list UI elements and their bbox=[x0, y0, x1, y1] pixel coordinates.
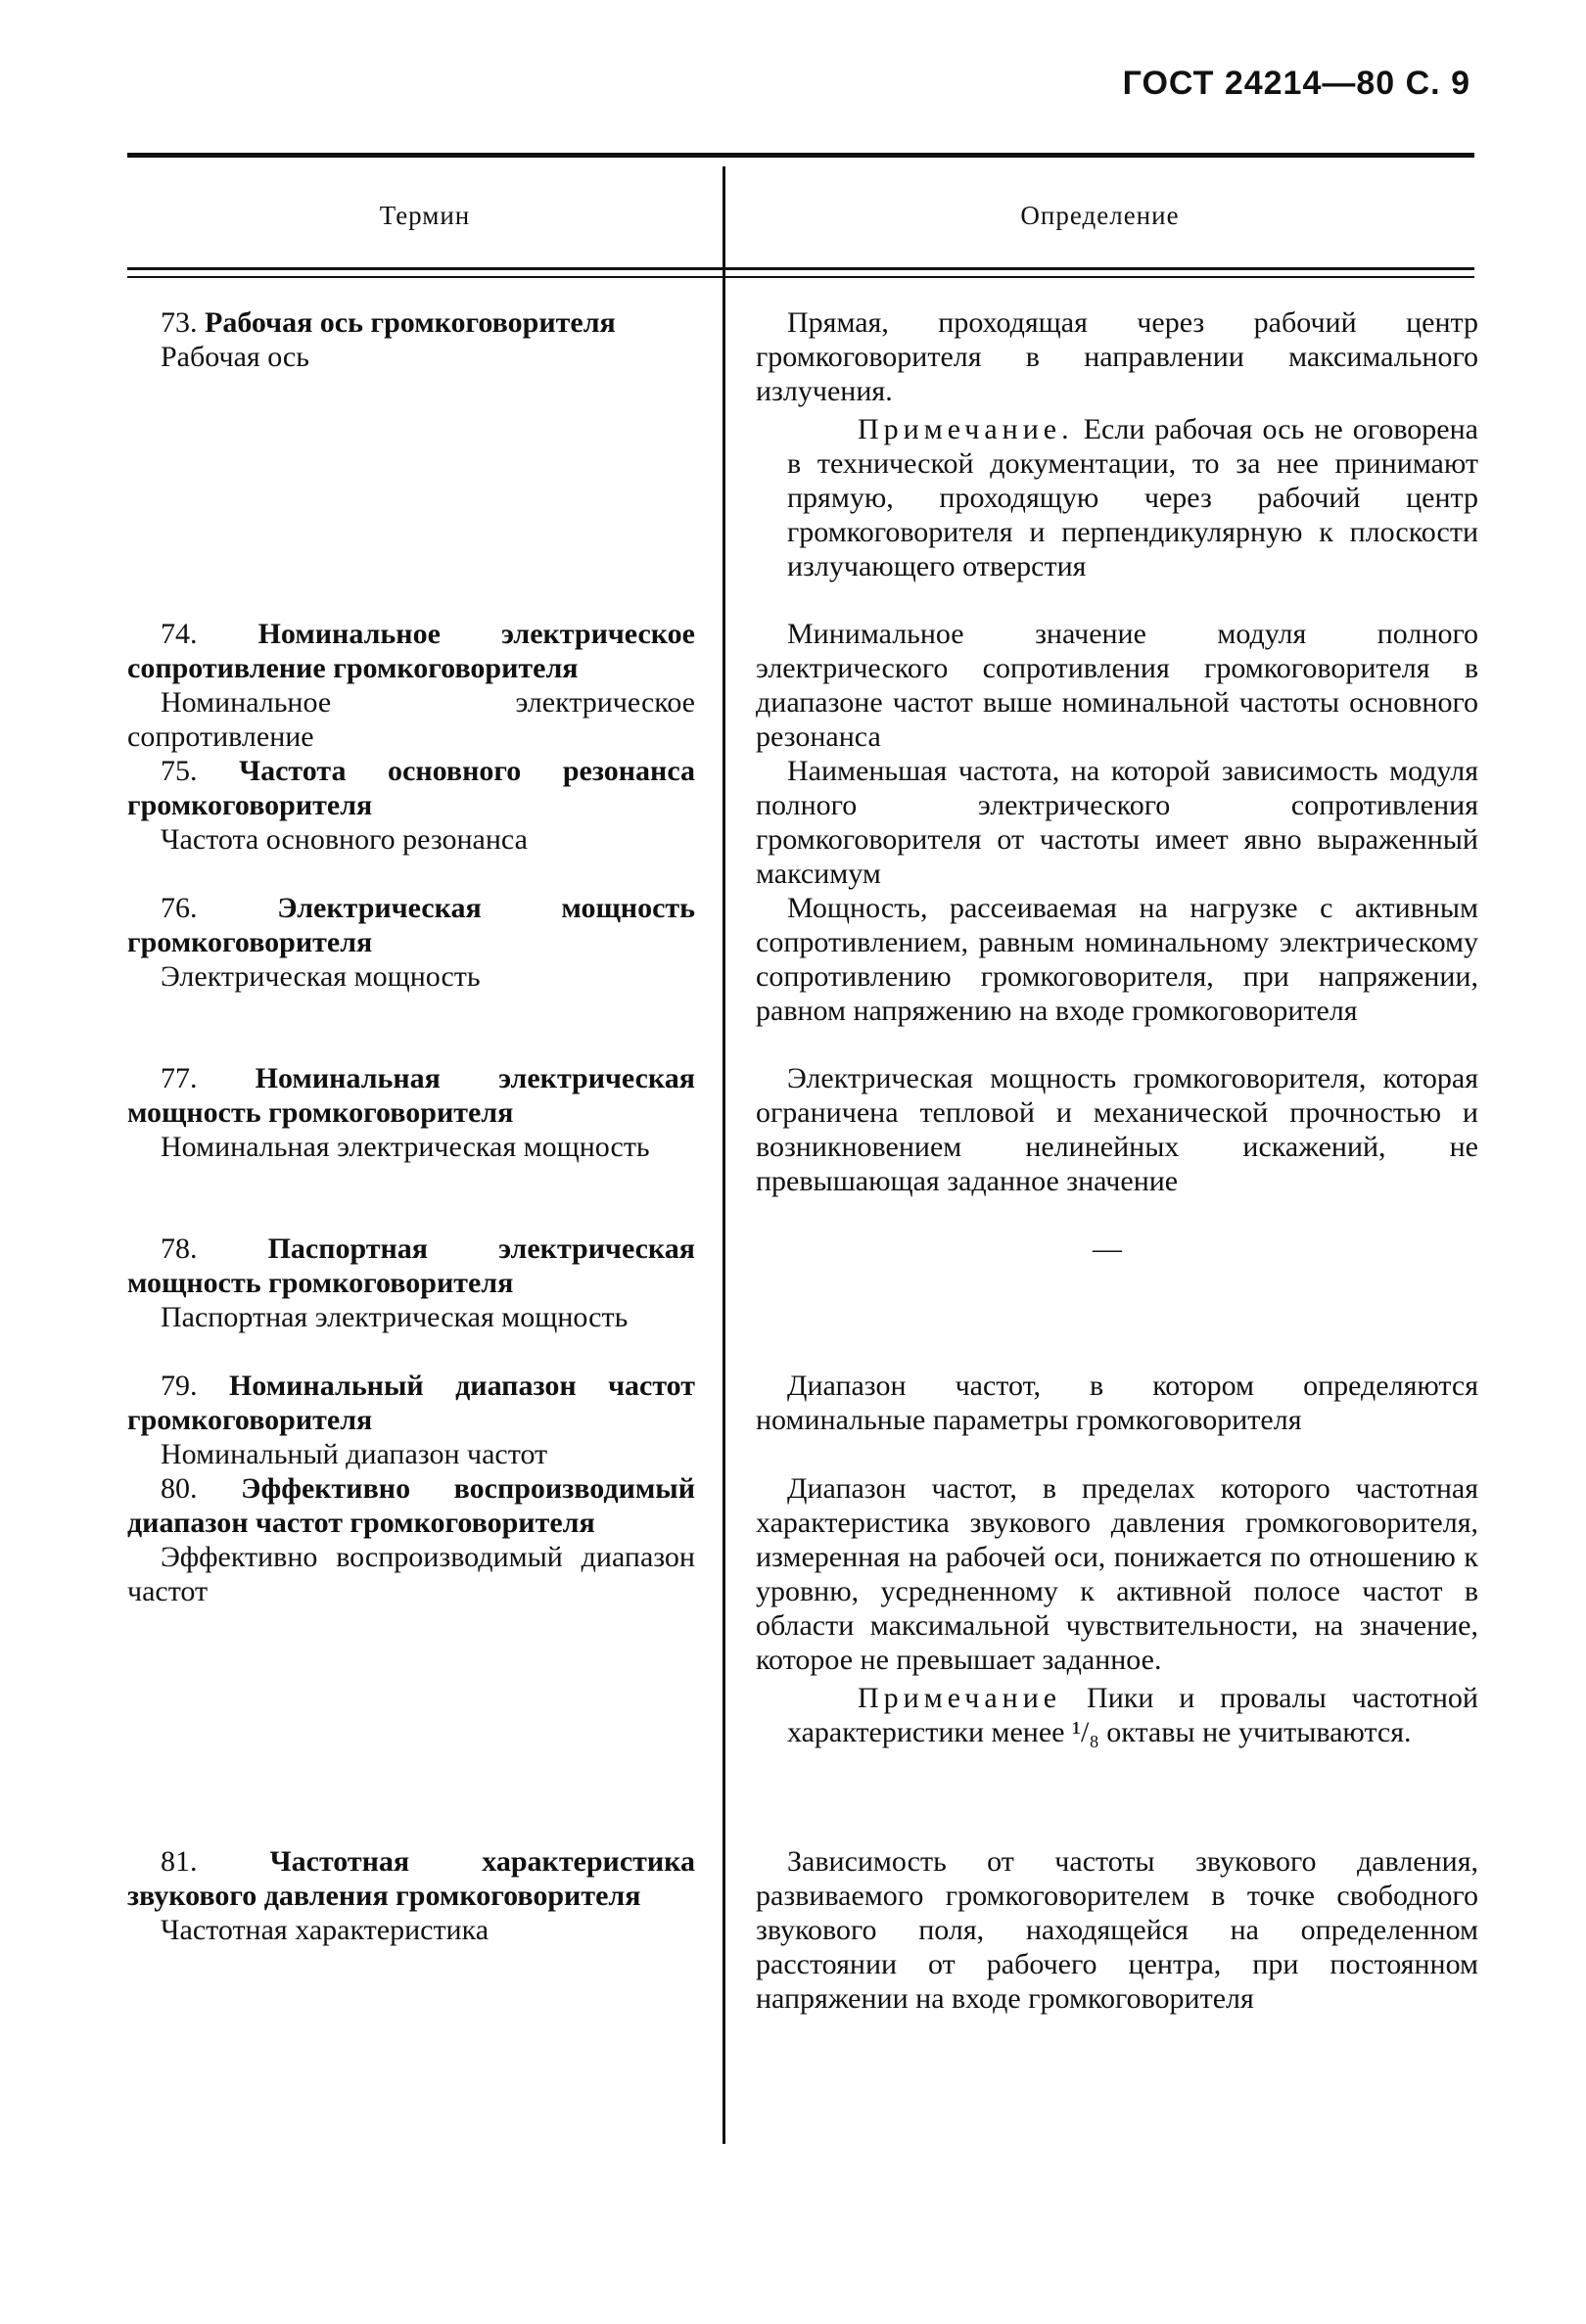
term-entry-75 bbox=[127, 754, 695, 857]
term-number: 80. bbox=[161, 1472, 198, 1505]
term-number: 77. bbox=[161, 1062, 198, 1094]
term-number: 81. bbox=[161, 1845, 198, 1878]
note-text: Пики и провалы частотной характеристики менее ¹/₈ октавы не учитываются. bbox=[787, 1682, 1478, 1748]
definition-text: Минимальное значение модуля полного электрического сопротивления громкоговорителя в диапазоне частот выше номинальной частоты основного резонанса bbox=[756, 618, 1478, 753]
definition-text: Электрическая мощность громкоговорителя, которая ограничена тепловой и механической прочностью и возникновением нелинейных искажений, не превышающая заданное значение bbox=[756, 1062, 1478, 1197]
definition-note bbox=[756, 412, 1478, 583]
table-top-rule bbox=[127, 153, 1474, 158]
definition-text: Наименьшая частота, на которой зависимость модуля полного электрического сопротивления громкоговорителя от частоты имеет явно выраженный максимум bbox=[756, 755, 1478, 890]
term-name: Частота основного резонанса громкоговорителя bbox=[127, 755, 695, 821]
definition-entry-76 bbox=[756, 891, 1478, 1028]
column-header-term: Термин bbox=[379, 201, 471, 230]
definition-note bbox=[756, 1681, 1478, 1749]
note-label: Примечание bbox=[858, 1682, 1062, 1714]
term-entry-73 bbox=[127, 305, 695, 374]
definition-entry-81 bbox=[756, 1844, 1478, 2016]
note-text: Если рабочая ось не оговорена в технической документации, то за нее принимают прямую, проходящую через рабочий центр громкоговорителя и перпендикулярную к плоскости излучающего отверстия bbox=[787, 413, 1478, 582]
term-name: Паспортная электрическая мощность громкоговорителя bbox=[127, 1232, 695, 1299]
definition-text: Зависимость от частоты звукового давления, развиваемого громкоговорителем в точке свободного звукового поля, находящейся на определенном расстоянии от рабочего центра, при постоянном напряжении на входе громкоговорителя bbox=[756, 1845, 1478, 2015]
term-number: 78. bbox=[161, 1232, 198, 1265]
term-entry-80 bbox=[127, 1471, 695, 1608]
term-short-form: Паспортная электрическая мощность bbox=[161, 1301, 629, 1333]
definition-entry-80 bbox=[756, 1471, 1478, 1749]
term-name: Номинальная электрическая мощность громкоговорителя bbox=[127, 1062, 695, 1129]
term-short-form: Электрическая мощность bbox=[161, 960, 481, 993]
term-entry-76 bbox=[127, 891, 695, 994]
definition-text: Прямая, проходящая через рабочий центр громкоговорителя в направлении максимального излучения. bbox=[756, 306, 1478, 407]
header-rule bbox=[127, 267, 1474, 270]
definition-entry-78: — bbox=[1093, 1232, 1122, 1265]
term-entry-74 bbox=[127, 617, 695, 754]
term-number: 79. bbox=[161, 1370, 198, 1402]
header-rule-double bbox=[127, 276, 1474, 278]
term-name: Эффективно воспроизводимый диапазон частот громкоговорителя bbox=[127, 1472, 696, 1539]
document-code: ГОСТ 24214—80 С. 9 bbox=[1122, 65, 1470, 102]
term-entry-78 bbox=[127, 1232, 695, 1334]
term-number: 74. bbox=[161, 618, 198, 650]
term-name: Частотная характеристика звукового давления громкоговорителя bbox=[127, 1845, 696, 1912]
definition-entry-77 bbox=[756, 1061, 1478, 1198]
term-short-form: Частотная характеристика bbox=[161, 1914, 490, 1946]
term-name: Номинальный диапазон частот громкоговорителя bbox=[127, 1370, 696, 1436]
term-name: Номинальное электрическое сопротивление громкоговорителя bbox=[127, 618, 695, 684]
term-entry-79 bbox=[127, 1369, 695, 1471]
column-divider bbox=[723, 166, 725, 2144]
term-short-form: Частота основного резонанса bbox=[161, 823, 528, 856]
definition-entry-74 bbox=[756, 617, 1478, 754]
term-number: 75. bbox=[161, 755, 198, 787]
term-number: 73. bbox=[161, 306, 198, 339]
definition-text: Диапазон частот, в котором определяются номинальные параметры громкоговорителя bbox=[756, 1370, 1478, 1436]
column-header-definition: Определение bbox=[1020, 201, 1180, 230]
term-short-form: Номинальное электрическое сопротивление bbox=[127, 686, 695, 753]
definition-entry-79 bbox=[756, 1369, 1478, 1437]
definition-text: Диапазон частот, в пределах которого частотная характеристика звукового давления громкоговорителя, измеренная на рабочей оси, понижается по отношению к уровню, усредненному к активной полосе частот в области максимальной чувствительности, на значение, которое не превышает заданное. bbox=[756, 1472, 1478, 1676]
definition-text: Мощность, рассеиваемая на нагрузке с активным сопротивлением, равным номинальному электрическому сопротивлению громкоговорителя, при напряжении, равном напряжению на входе громкоговорителя bbox=[756, 892, 1478, 1027]
term-short-form: Рабочая ось bbox=[161, 341, 309, 373]
term-short-form: Номинальная электрическая мощность bbox=[161, 1131, 650, 1163]
term-entry-77 bbox=[127, 1061, 695, 1164]
term-short-form: Номинальный диапазон частот bbox=[161, 1438, 548, 1470]
term-name: Рабочая ось громкоговорителя bbox=[205, 306, 616, 339]
term-entry-81 bbox=[127, 1844, 695, 1947]
term-name: Электрическая мощность громкоговорителя bbox=[127, 892, 695, 958]
note-label: Примечание. bbox=[858, 413, 1074, 445]
definition-entry-75 bbox=[756, 754, 1478, 891]
definition-entry-73 bbox=[756, 305, 1478, 583]
term-short-form: Эффективно воспроизводимый диапазон частот bbox=[127, 1541, 695, 1607]
term-number: 76. bbox=[161, 892, 198, 924]
